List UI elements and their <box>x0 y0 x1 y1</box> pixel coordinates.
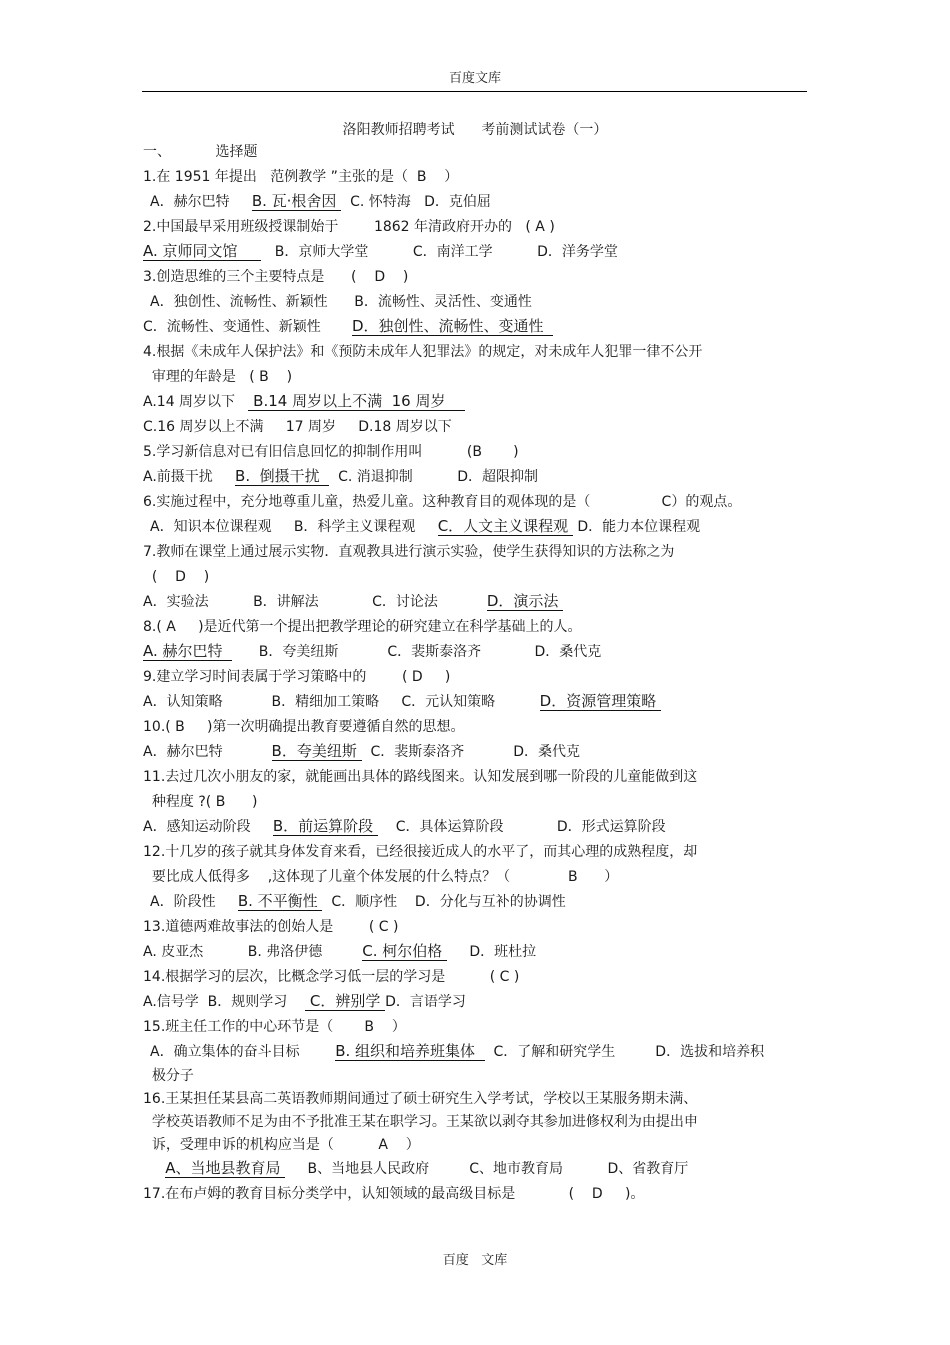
question-line: 9.建立学习时间表属于学习策略中的 ( D ) <box>143 669 451 685</box>
line-text: C. 怀特海 D．克伯屈 <box>341 194 491 210</box>
question-line <box>143 390 823 415</box>
line-text: B．夸美纽斯 C．裴斯泰洛齐 D．桑代克 <box>232 644 602 660</box>
question-line <box>143 640 823 665</box>
line-text: C．流畅性、变通性、新颖性 <box>143 319 352 335</box>
correct-answer: A. 京师同文馆 <box>143 242 262 260</box>
question-line: 2.中国最早采用班级授课制始于 1862 年清政府开办的 ( A ) <box>143 219 555 235</box>
question-line <box>143 590 823 615</box>
question-line <box>143 990 823 1015</box>
correct-answer: B. 不平衡性 <box>237 892 323 910</box>
line-text: C. 消退抑制 D．超限抑制 <box>329 469 539 485</box>
correct-answer: B. 组织和培养班集体 <box>335 1042 485 1060</box>
correct-answer: D．资源管理策略 <box>539 692 661 710</box>
line-text: A．确立集体的奋斗目标 <box>150 1044 336 1060</box>
question-line <box>143 690 823 715</box>
question-line: 审理的年龄是 ( B ) <box>143 369 293 385</box>
question-line <box>143 315 823 340</box>
question-line <box>143 1040 823 1065</box>
question-line <box>143 465 823 490</box>
question-line: 极分子 <box>143 1068 194 1084</box>
line-text: A．赫尔巴特 <box>150 194 252 210</box>
correct-answer: B. 倒摄干扰 <box>235 467 330 485</box>
correct-answer: B. 瓦·根舍因 <box>251 192 342 210</box>
exam-title: 洛阳教师招聘考试 考前测试试卷（一） <box>342 122 608 138</box>
line-text: B．京师大学堂 C．南洋工学 D．洋务学堂 <box>261 244 618 260</box>
question-line <box>143 740 823 765</box>
line-text: D．班杜拉 <box>447 944 537 960</box>
question-line: 11.去过几次小朋友的家，就能画出具体的路线图来。认知发展到哪一阶段的儿童能做到这 <box>143 769 698 785</box>
correct-answer: C．人文主义课程观 <box>437 517 573 535</box>
line-text: A.14 周岁以下 <box>143 394 249 410</box>
line-text: A．实验法 B．讲解法 C．讨论法 <box>143 594 487 610</box>
correct-answer: A. 赫尔巴特 <box>143 642 233 660</box>
exam-body <box>143 140 823 1207</box>
question-line: 1.在 1951 年提出 范例教学 ”主张的是（ B ） <box>143 169 459 185</box>
line-text: C．具体运算阶段 D．形式运算阶段 <box>377 819 666 835</box>
question-line: 要比成人低得多 ,这体现了儿童个体发展的什么特点？（ B ） <box>143 869 619 885</box>
line-text: A.信号学 B．规则学习 <box>143 994 306 1010</box>
question-line: 14.根据学习的层次，比概念学习低一层的学习是 ( C ) <box>143 969 520 985</box>
question-line: 12.十几岁的孩子就其身体发育来看，已经很接近成人的水平了，而其心理的成熟程度，却 <box>143 844 698 860</box>
correct-answer: B．夸美纽斯 <box>271 742 362 760</box>
page-header: 百度文库 <box>448 71 501 86</box>
question-line <box>143 940 823 965</box>
question-line <box>143 515 823 540</box>
question-line: 7.教师在课堂上通过展示实物．直观教具进行演示实验，使学生获得知识的方法称之为 <box>143 544 675 560</box>
question-line: 4.根据《未成年人保护法》和《预防未成年人犯罪法》的规定，对未成年人犯罪一律不公开 <box>143 344 703 360</box>
question-line: 8.( A )是近代第一个提出把教学理论的研究建立在科学基础上的人。 <box>143 619 582 635</box>
correct-answer: C. 柯尔伯格 <box>362 942 448 960</box>
question-line: 10.( B )第一次明确提出教育要遵循自然的思想。 <box>143 719 465 735</box>
line-text: D．能力本位课程观 <box>572 519 701 535</box>
question-line: 15.班主任工作的中心环节是（ B ） <box>143 1019 406 1035</box>
line-text: B、当地县人民政府 C、地市教育局 D、省教育厅 <box>285 1161 689 1177</box>
line-text: A．认知策略 B．精细加工策略 C．元认知策略 <box>143 694 540 710</box>
correct-answer: B.14 周岁以上不满 16 周岁 <box>248 392 465 410</box>
page-footer: 百度 文库 <box>442 1253 508 1268</box>
line-text: A．感知运动阶段 <box>143 819 273 835</box>
question-line <box>143 240 823 265</box>
question-line: 17.在布卢姆的教育目标分类学中，认知领域的最高级目标是 ( D )。 <box>143 1186 645 1202</box>
question-line: 诉，受理申诉的机构应当是（ A ） <box>143 1137 420 1153</box>
question-line: 种程度 ?( B ) <box>143 794 258 810</box>
question-line: ( D ) <box>143 569 210 585</box>
line-text <box>143 1157 165 1182</box>
line-text: A．赫尔巴特 <box>143 744 272 760</box>
correct-answer: B．前运算阶段 <box>272 817 378 835</box>
question-line: 5.学习新信息对已有旧信息回忆的抑制作用叫 (B ) <box>143 444 519 460</box>
question-line: 13.道德两难故事法的创始人是 ( C ) <box>143 919 399 935</box>
question-line <box>143 890 823 915</box>
line-text: A．阶段性 <box>150 894 238 910</box>
question-line: A．独创性、流畅性、新颖性 B．流畅性、灵活性、变通性 <box>150 294 532 310</box>
correct-answer: D．演示法 <box>486 592 564 610</box>
question-line <box>143 815 823 840</box>
line-text: A.前摄干扰 <box>143 469 236 485</box>
question-line: 16.王某担任某县高二英语教师期间通过了硕士研究生入学考试，学校以王某服务期未满、 <box>143 1091 698 1107</box>
question-line: C.16 周岁以上不满 17 周岁 D.18 周岁以下 <box>143 419 452 435</box>
line-text: C．顺序性 D．分化与互补的协调性 <box>322 894 566 910</box>
question-line <box>143 190 823 215</box>
correct-answer: C．辨别学 <box>305 992 386 1010</box>
line-text: A. 皮亚杰 B. 弗洛伊德 <box>143 944 363 960</box>
correct-answer: A、当地县教育局 <box>165 1159 286 1177</box>
section-heading: 一、 选择题 <box>143 144 258 160</box>
line-text: C．裴斯泰洛齐 D．桑代克 <box>361 744 581 760</box>
line-text: C．了解和研究学生 D．选拔和培养积 <box>484 1044 765 1060</box>
header-rule <box>142 91 807 92</box>
question-line: 学校英语教师不足为由不予批准王某在职学习。王某欲以剥夺其参加进修权利为由提出申 <box>143 1114 698 1130</box>
correct-answer: D．独创性、流畅性、变通性 <box>351 317 554 335</box>
question-line: 3.创造思维的三个主要特点是 ( D ) <box>143 269 409 285</box>
line-text: D．言语学习 <box>385 994 466 1010</box>
question-line <box>143 1157 823 1182</box>
line-text: A．知识本位课程观 B．科学主义课程观 <box>150 519 438 535</box>
question-line: 6.实施过程中，充分地尊重儿童，热爱儿童。这种教育目的观体现的是（ C）的观点。 <box>143 494 742 510</box>
